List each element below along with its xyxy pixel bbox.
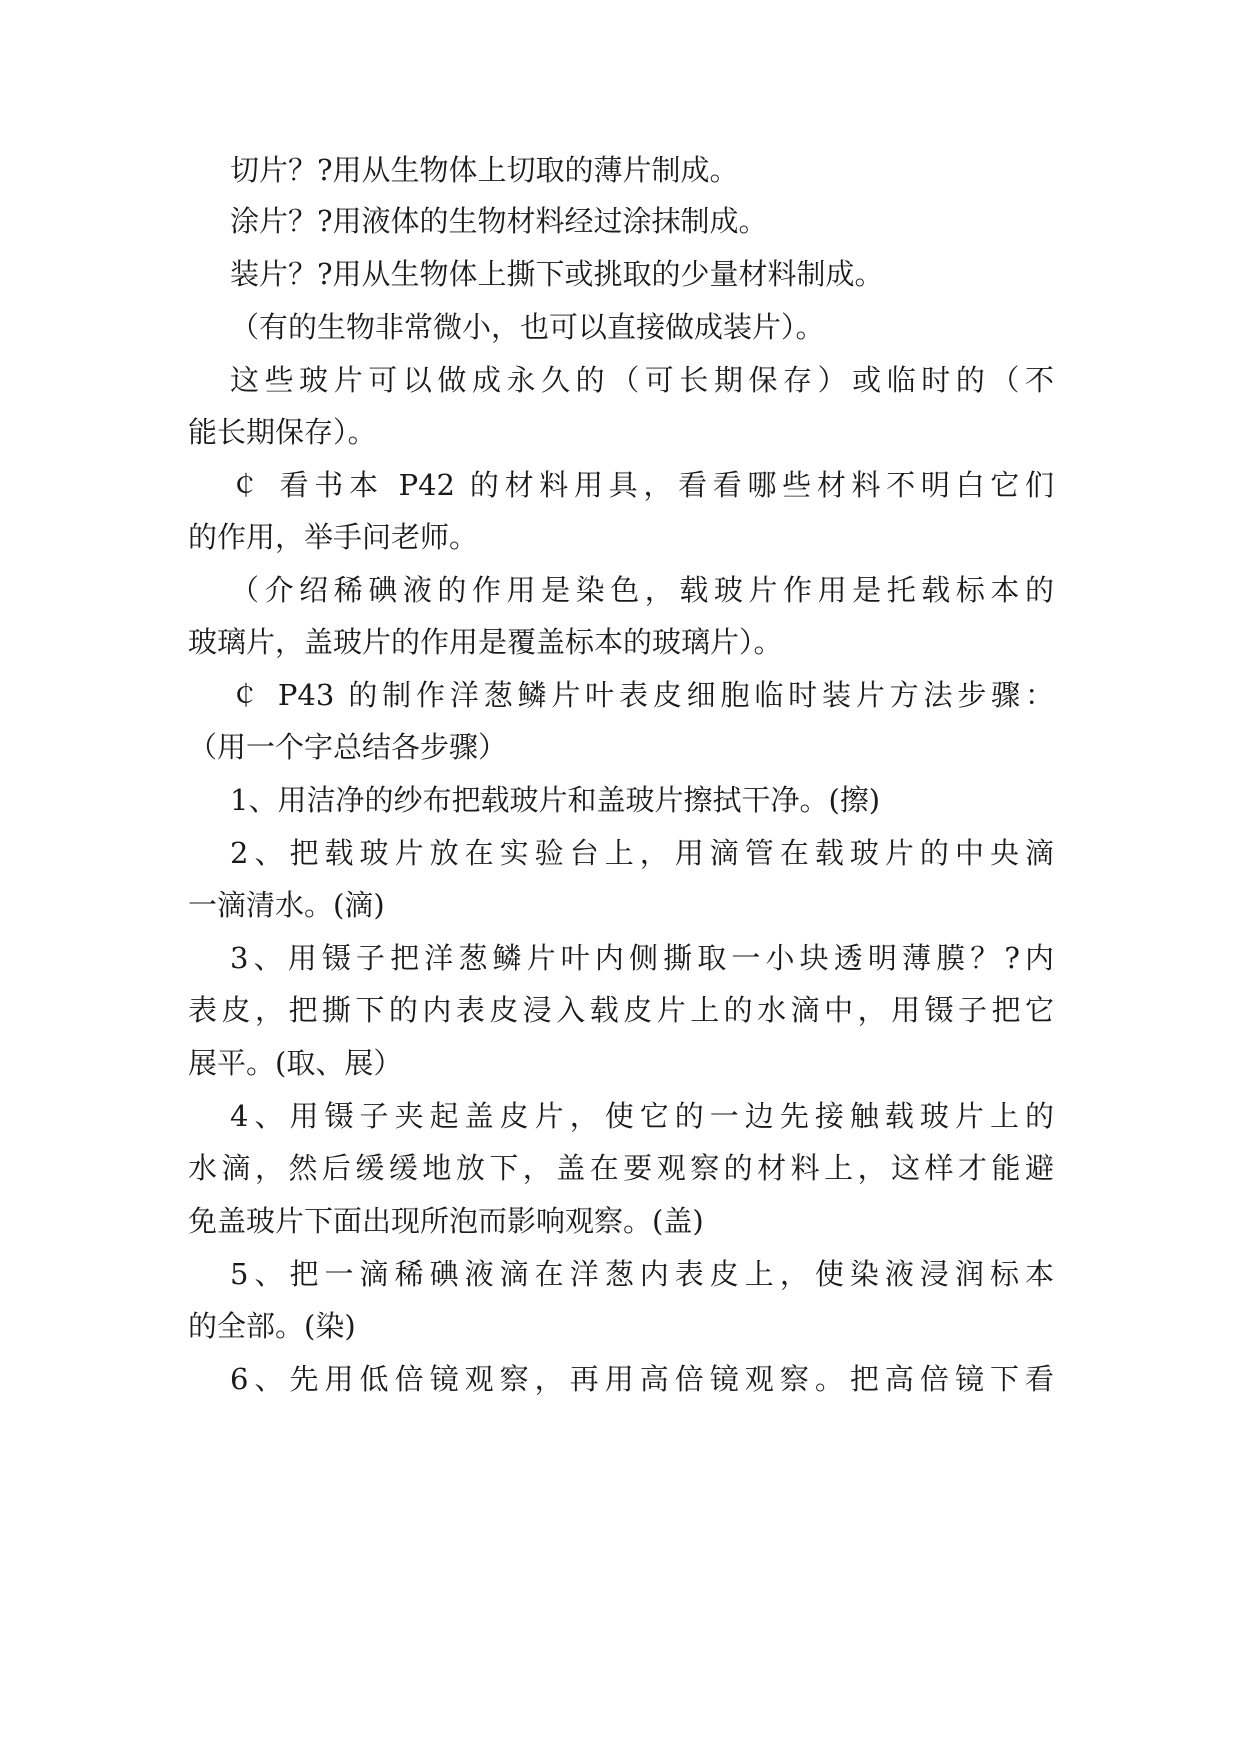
text-line: 涂片？?用液体的生物材料经过涂抹制成。 (230, 204, 768, 238)
text-line: 1、用洁净的纱布把载玻片和盖玻片擦拭干净。(擦) (230, 783, 881, 817)
text-line: （用一个字总结各步骤） (188, 730, 508, 764)
text-line: 能长期保存）。 (188, 415, 377, 449)
text-line: （有的生物非常微小，也可以直接做成装片）。 (230, 310, 825, 344)
text-line: 水滴，然后缓缓地放下，盖在要观察的材料上，这样才能避 (188, 1151, 1054, 1185)
text-line: 免盖玻片下面出现所泡而影响观察。(盖) (188, 1204, 704, 1238)
text-line: 切片？?用从生物体上切取的薄片制成。 (230, 153, 739, 187)
text-line: 装片？?用从生物体上撕下或挑取的少量材料制成。 (230, 257, 884, 291)
text-line: 的作用，举手问老师。 (188, 520, 479, 554)
text-line: ￠ P43 的制作洋葱鳞片叶表皮细胞临时装片方法步骤： (230, 678, 1054, 712)
text-line: 2、把载玻片放在实验台上，用滴管在载玻片的中央滴 (230, 836, 1054, 870)
text-line: 的全部。(染) (188, 1309, 356, 1343)
text-line: ￠ 看书本 P42 的材料用具，看看哪些材料不明白它们 (230, 468, 1054, 502)
text-line: （介绍稀碘液的作用是染色，载玻片作用是托载标本的 (230, 573, 1054, 607)
text-line: 5、把一滴稀碘液滴在洋葱内表皮上，使染液浸润标本 (230, 1257, 1054, 1291)
text-line: 4、用镊子夹起盖皮片，使它的一边先接触载玻片上的 (230, 1099, 1054, 1133)
text-line: 玻璃片，盖玻片的作用是覆盖标本的玻璃片）。 (188, 625, 783, 659)
text-line: 6、先用低倍镜观察，再用高倍镜观察。把高倍镜下看 (230, 1362, 1054, 1396)
text-line: 一滴清水。(滴) (188, 888, 385, 922)
text-line: 3、用镊子把洋葱鳞片叶内侧撕取一小块透明薄膜？?内 (230, 941, 1054, 975)
text-line: 表皮，把撕下的内表皮浸入载皮片上的水滴中，用镊子把它 (188, 993, 1054, 1027)
text-line: 这些玻片可以做成永久的（可长期保存）或临时的（不 (230, 363, 1054, 397)
text-line: 展平。(取、展） (188, 1046, 403, 1080)
